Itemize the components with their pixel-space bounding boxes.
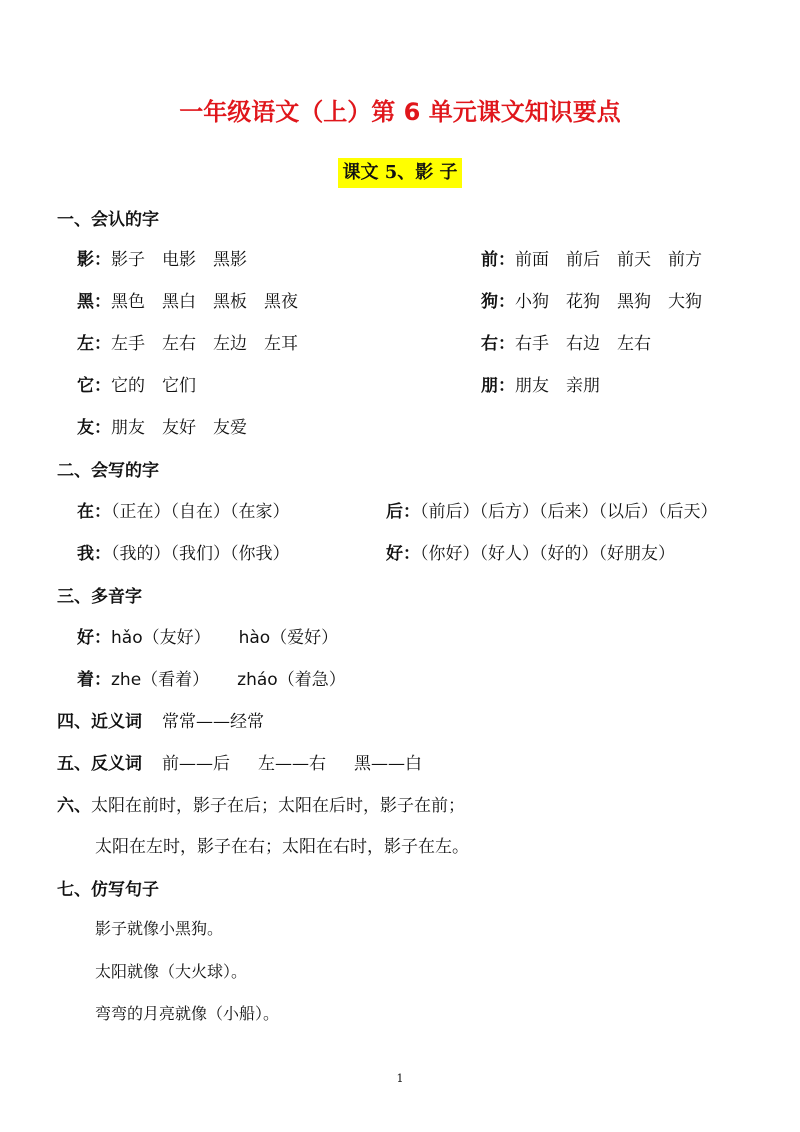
synonym-pair: 常常——经常 [162,712,264,732]
section-heading-synonym: 四、近义词 [57,712,142,732]
char-key: 好： [77,628,111,648]
word-list: （你好）（好人）（好的）（好朋友） [420,544,675,564]
polyphone-row [77,665,346,690]
write-row-right [386,497,718,522]
word-list: （正在）（自在）（在家） [111,502,290,522]
char-key: 在： [77,502,111,522]
word: （着急） [277,670,346,690]
section-heading-six: 六、 [57,796,91,816]
char-key: 黑： [77,292,111,312]
word-list: 前面 前后 前天 前方 [515,250,702,270]
section-heading-imitate: 七、仿写句子 [57,880,159,900]
page-title: 一年级语文（上）第 6 单元课文知识要点 [179,98,621,126]
section-heading-write: 二、会写的字 [57,461,159,481]
antonym-pair: 前——后 [162,754,230,774]
imitation-sentence: 影子就像小黑狗。 [95,919,224,938]
imitation-sentence: 弯弯的月亮就像（小船）。 [95,1004,280,1023]
pinyin: zhe [111,670,142,690]
section-heading-polyphone: 三、多音字 [57,587,142,607]
sentence-line: 太阳在左时，影子在右；太阳在右时，影子在左。 [95,837,469,857]
imitation-sentence: 太阳就像（大火球）。 [95,962,248,981]
word: （爱好） [270,628,339,648]
section-sun-shadow [57,791,465,816]
char-key: 好： [386,544,420,564]
write-row-left [77,539,290,564]
antonym-pair: 左——右 [258,754,326,774]
pinyin: zháo [237,670,278,690]
char-key: 后： [386,502,420,522]
char-key: 我： [77,544,111,564]
section-antonym [57,749,422,774]
char-key: 朋： [481,376,515,396]
antonym-pair: 黑——白 [354,754,422,774]
section-heading-antonym: 五、反义词 [57,754,142,774]
word-list: 小狗 花狗 黑狗 大狗 [515,292,702,312]
pinyin: hǎo [111,628,143,648]
sentence-line: 太阳在前时，影子在后；太阳在后时，影子在前； [91,796,465,816]
char-key: 前： [481,250,515,270]
polyphone-row [77,623,338,648]
char-key: 影： [77,250,111,270]
recognize-row-left [77,287,298,312]
char-key: 狗： [481,292,515,312]
word: （看着） [141,670,210,690]
char-key: 着： [77,670,111,690]
write-row-right [386,539,675,564]
char-key: 它： [77,376,111,396]
recognize-row-right [481,371,600,396]
recognize-row-right [481,245,702,270]
recognize-row-right [481,329,651,354]
write-row-left [77,497,290,522]
recognize-row-left [77,245,247,270]
word-list: 左手 左右 左边 左耳 [111,334,298,354]
word-list: 朋友 亲朋 [515,376,600,396]
recognize-row-left [77,371,196,396]
lesson-subtitle: 课文 5、影 子 [338,158,461,188]
char-key: 右： [481,334,515,354]
word-list: 朋友 友好 友爱 [111,418,247,438]
word-list: 它的 它们 [111,376,196,396]
char-key: 友： [77,418,111,438]
word-list: （我的）（我们）（你我） [111,544,290,564]
section-heading-recognize: 一、会认的字 [57,210,159,230]
word-list: 黑色 黑白 黑板 黑夜 [111,292,298,312]
section-synonym [57,707,264,732]
pinyin: hào [238,628,271,648]
word-list: 右手 右边 左右 [515,334,651,354]
char-key: 左： [77,334,111,354]
word-list: （前后）（后方）（后来）（以后）（后天） [420,502,718,522]
subtitle-container [0,158,800,188]
recognize-row-left [77,413,247,438]
recognize-row-right [481,287,702,312]
recognize-row-left [77,329,298,354]
word-list: 影子 电影 黑影 [111,250,247,270]
page-number: 1 [396,1072,404,1085]
word: （友好） [142,628,211,648]
